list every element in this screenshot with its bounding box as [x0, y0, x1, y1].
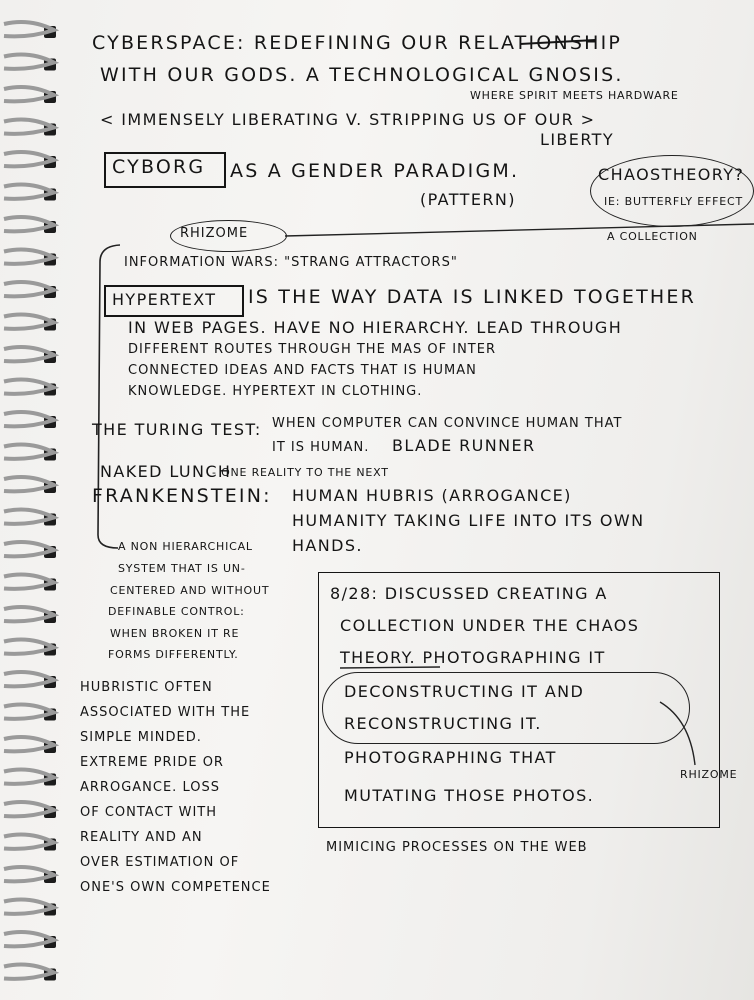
note-liberty: LIBERTY: [540, 130, 615, 149]
note-hb2: ASSOCIATED WITH THE: [80, 705, 251, 720]
note-rh6: FORMS DIFFERENTLY.: [108, 648, 239, 661]
note-rhizome-oval: RHIZOME: [180, 226, 249, 241]
note-naked: NAKED LUNCH: [100, 462, 232, 481]
note-gender: AS A GENDER PARADIGM.: [230, 160, 520, 182]
note-hb4: EXTREME PRIDE OR: [80, 755, 224, 770]
note-turing-label: THE TURING TEST:: [92, 420, 262, 439]
note-ht3: DIFFERENT ROUTES THROUGH THE MAS OF INTER: [128, 342, 496, 357]
note-turing1: WHEN COMPUTER CAN CONVINCE HUMAN THAT: [272, 416, 623, 431]
note-hb8: OVER ESTIMATION OF: [80, 855, 240, 870]
note-ht2: IN WEB PAGES. HAVE NO HIERARCHY. LEAD THROUGH: [128, 318, 623, 337]
note-d7: MUTATING THOSE PHOTOS.: [344, 786, 595, 805]
note-blade: BLADE RUNNER: [392, 436, 536, 455]
note-turing2: IT IS HUMAN.: [272, 440, 370, 455]
note-d6: PHOTOGRAPHING THAT: [344, 748, 557, 767]
note-rh4: DEFINABLE CONTROL:: [108, 605, 245, 618]
note-ht4: CONNECTED IDEAS AND FACTS THAT IS HUMAN: [128, 363, 477, 378]
note-pattern: (PATTERN): [420, 190, 516, 209]
note-line-1: CYBERSPACE: REDEFINING OUR RELATIONSHIP: [92, 32, 623, 54]
note-d1: 8/28: DISCUSSED CREATING A: [330, 584, 608, 603]
note-d4: DECONSTRUCTING IT AND: [344, 682, 585, 701]
note-line-2: WITH OUR GODS. A TECHNOLOGICAL GNOSIS.: [100, 64, 624, 86]
note-d2: COLLECTION UNDER THE CHAOS: [340, 616, 640, 635]
note-ht1: IS THE WAY DATA IS LINKED TOGETHER: [248, 286, 696, 308]
note-frank3: HANDS.: [292, 536, 363, 555]
note-rh3: CENTERED AND WITHOUT: [110, 584, 270, 597]
note-hb3: SIMPLE MINDED.: [80, 730, 202, 745]
note-mimic: MIMICING PROCESSES ON THE WEB: [326, 840, 588, 855]
note-line-3: < IMMENSELY LIBERATING V. STRIPPING US OF OUR >: [100, 110, 596, 129]
note-cyborg: CYBORG: [112, 156, 206, 178]
note-hypertext: HYPERTEXT: [112, 290, 217, 309]
note-butterfly: IE: BUTTERFLY EFFECT: [604, 195, 743, 208]
note-hb6: OF CONTACT WITH: [80, 805, 218, 820]
note-frank: FRANKENSTEIN:: [92, 485, 272, 507]
note-hb1: HUBRISTIC OFTEN: [80, 680, 213, 695]
note-rh1: A NON HIERARCHICAL: [118, 540, 253, 553]
note-naked-note: - ONE REALITY TO THE NEXT: [212, 466, 389, 479]
note-frank2: HUMANITY TAKING LIFE INTO ITS OWN: [292, 511, 645, 530]
note-rhizome-side: RHIZOME: [680, 768, 738, 781]
note-ht5: KNOWLEDGE. HYPERTEXT IN CLOTHING.: [128, 384, 423, 399]
note-chaos: CHAOSTHEORY?: [598, 165, 745, 184]
note-infowars: INFORMATION WARS: "STRANG ATTRACTORS": [124, 255, 458, 270]
note-collection: A COLLECTION: [607, 230, 698, 243]
note-frank1: HUMAN HUBRIS (ARROGANCE): [292, 486, 572, 505]
note-rh2: SYSTEM THAT IS UN-: [118, 562, 246, 575]
note-d5: RECONSTRUCTING IT.: [344, 714, 542, 733]
note-hb5: ARROGANCE. LOSS: [80, 780, 220, 795]
note-hb9: ONE'S OWN COMPETENCE: [80, 880, 271, 895]
note-rh5: WHEN BROKEN IT RE: [110, 627, 240, 640]
note-hb7: REALITY AND AN: [80, 830, 203, 845]
note-d3: THEORY. PHOTOGRAPHING IT: [340, 648, 606, 667]
note-spirit: WHERE SPIRIT MEETS HARDWARE: [470, 89, 679, 102]
